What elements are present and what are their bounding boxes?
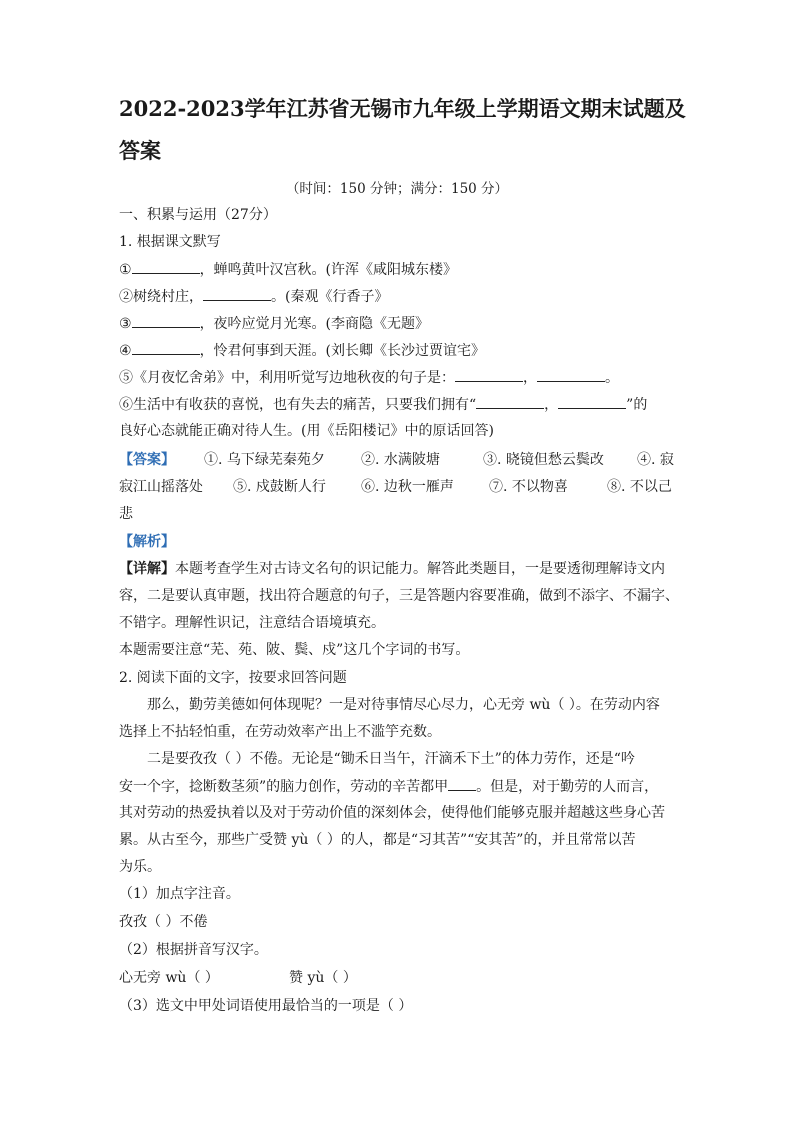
sub-question-1: （1）加点字注音。 (119, 886, 240, 902)
answer-line-1: 【答案】 ①. 乌下绿芜秦苑夕 ②. 水满陂塘 ③. 晓镜但愁云鬓改 ④. 寂 (119, 452, 674, 468)
analysis-line-1: 【详解】本题考查学生对古诗文名句的识记能力。解答此类题目，一是要透彻理解诗文内 (119, 561, 665, 577)
q1-item-1: ① ，蝉鸣黄叶汉宫秋。(许浑《咸阳城东楼》 (119, 259, 679, 280)
answer-line-3: 悲 (119, 506, 133, 522)
question-1-heading: 1. 根据课文默写 (119, 234, 221, 250)
q1-item-6: ⑥生活中有收获的喜悦，也有失去的痛苦，只要我们拥有“ ， ”的 (119, 394, 679, 415)
answer-line-2: 寂江山摇落处 ⑤. 戍鼓断人行 ⑥. 边秋一雁声 ⑦. 不以物喜 ⑧. 不以己 (119, 479, 672, 495)
passage-line: 为乐。 (119, 859, 161, 875)
document-title (119, 88, 689, 172)
passage-line: 其对劳动的热爱执着以及对于劳动价值的深刻体会，使得他们能够克服并超越这些身心苦 (119, 805, 665, 821)
answer-blank (132, 313, 200, 328)
question-2-heading: 2. 阅读下面的文字，按要求回答问题 (119, 670, 347, 686)
title-line-1: 2022-2023学年江苏省无锡市九年级上学期语文期末试题及 (119, 96, 686, 121)
passage-line: 选择上不拈轻怕重，在劳动效率产出上不滥竽充数。 (119, 724, 441, 740)
answer-blank (476, 394, 544, 409)
analysis-label: 【解析】 (119, 534, 175, 550)
passage-line: 二是要孜孜（ ）不倦。无论是“锄禾日当午，汗滴禾下土”的体力劳作，还是“吟 (147, 751, 635, 767)
section-heading: 一、积累与运用（27分） (119, 207, 277, 223)
sub-question-2-items: 心无旁 wù（ ） 赞 yù（ ） (119, 970, 357, 986)
passage-line: 累。从古至今，那些广受赞 yù（ ）的人，都是“习其苦”“安其苦”的，并且常常以苦 (119, 832, 636, 848)
q1-item-3: ③ ，夜吟应觉月光寒。(李商隐《无题》 (119, 313, 679, 334)
answer-blank (203, 286, 271, 301)
answer-blank (448, 776, 476, 791)
q1-item-5: ⑤《月夜忆舍弟》中，利用听觉写边地秋夜的句子是： ， 。 (119, 367, 679, 388)
answer-blank (537, 367, 605, 382)
analysis-line-4: 本题需要注意“芜、苑、陂、鬓、戍”这几个字词的书写。 (119, 642, 470, 658)
q1-item-6-cont: 良好心态就能正确对待人生。(用《岳阳楼记》中的原话回答) (119, 423, 494, 439)
passage-line: 那么，勤劳美德如何体现呢？一是对待事情尽心尽力，心无旁 wù（ ）。在劳动内容 (147, 697, 660, 713)
sub-question-3: （3）选文中甲处词语使用最恰当的一项是（ ） (119, 998, 413, 1014)
passage-line: 安一个字，捻断数茎须”的脑力创作，劳动的辛苦都甲 。但是，对于勤劳的人而言， (119, 776, 679, 797)
answer-label: 【答案】 (119, 452, 175, 468)
title-line-2: 答案 (119, 138, 161, 163)
answer-blank (558, 394, 626, 409)
answer-blank (455, 367, 523, 382)
sub-question-1-item: 孜孜（ ）不倦 (119, 914, 208, 930)
answer-blank (132, 259, 200, 274)
analysis-line-3: 不错字。理解性识记，注意结合语境填充。 (119, 615, 385, 631)
answer-blank (132, 340, 200, 355)
q1-item-2: ②树绕村庄， 。(秦观《行香子》 (119, 286, 679, 307)
analysis-line-2: 容，二是要认真审题，找出符合题意的句子，三是答题内容要准确，做到不添字、不漏字、 (119, 588, 679, 604)
q1-item-4: ④ ，怜君何事到天涯。(刘长卿《长沙过贾谊宅》 (119, 340, 679, 361)
exam-info: （时间：150 分钟；满分：150 分） (285, 181, 509, 197)
sub-question-2: （2）根据拼音写汉字。 (119, 942, 268, 958)
